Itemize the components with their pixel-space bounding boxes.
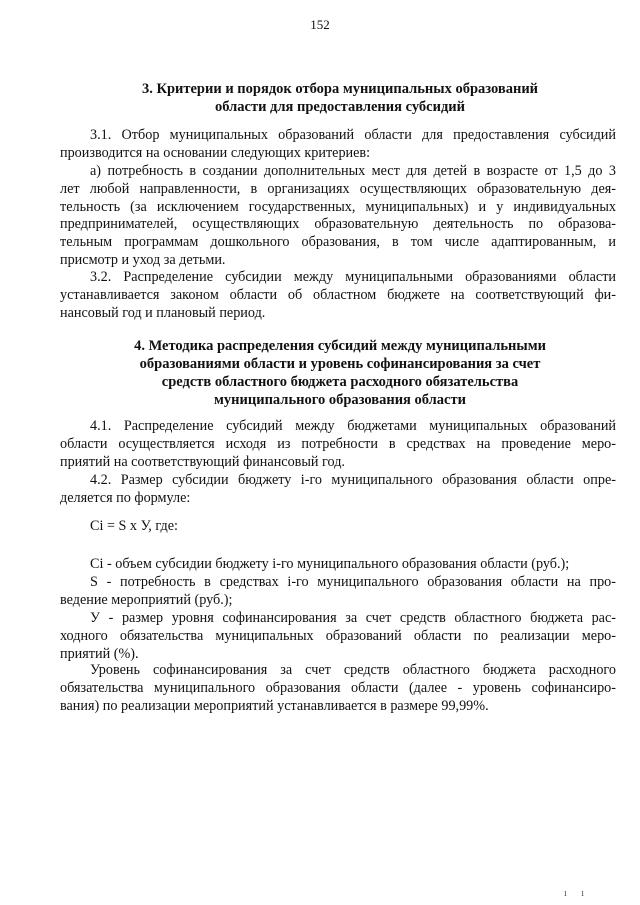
definition-u: [60, 610, 616, 663]
section-4-heading: [60, 337, 620, 409]
text-line: S - потребность в средствах i-го муниципального образования области на про-: [90, 574, 616, 590]
text-line: 4.1. Распределение субсидий между бюджетами муниципальных образований: [90, 418, 616, 434]
heading-line: 3. Критерии и порядок отбора муниципальных образований: [141, 81, 539, 97]
text-line: присмотр и уход за детьми.: [60, 251, 226, 268]
text-line: приятий на соответствующий финансовый год.: [60, 453, 345, 470]
heading-line: образованиями области и уровень софинансирования за счет: [139, 356, 541, 372]
text-line: производится на основании следующих критериев:: [60, 144, 371, 161]
text-line: обязательства муниципального образования области (далее - уровень софинансиро-: [60, 679, 616, 696]
paragraph-3-1-a: [60, 163, 616, 270]
formula: Ci = S x У, где:: [90, 518, 178, 534]
page-number: 152: [310, 17, 330, 32]
paragraph-3-1: [60, 127, 616, 163]
text-line: предпринимателей, осуществляющих образовательную деятельность по образова-: [60, 216, 616, 233]
text-line: а) потребность в создании дополнительных мест для детей в возрасте от 1,5 до 3: [90, 163, 616, 179]
text-line: деляется по формуле:: [60, 489, 191, 506]
text-line: нансовый год и плановый период.: [60, 304, 266, 321]
heading-line: средств областного бюджета расходного обязательства: [161, 374, 519, 390]
text-line: приятий (%).: [60, 645, 139, 662]
definition-ci: [60, 556, 616, 574]
text-line: области осуществляется исходя из потребности в средствах на проведение меро-: [60, 435, 616, 452]
paragraph-4-2: [60, 472, 616, 508]
text-line: 4.2. Размер субсидии бюджету i-го муниципального образования области опре-: [90, 472, 616, 488]
text-line: Ci - объем субсидии бюджету i-го муниципального образования области (руб.);: [90, 556, 570, 572]
corner-mark: ı ı: [563, 888, 590, 899]
paragraph-4-1: [60, 418, 616, 471]
text-line: тельным программам дошкольного образования, в том числе адаптированным, и: [60, 234, 616, 251]
text-line: тельность (за исключением государственных, муниципальных) и у индивидуальных: [60, 198, 616, 215]
text-line: 3.2. Распределение субсидии между муниципальными образованиями области: [90, 269, 616, 285]
text-line: устанавливается законом области об областном бюджете на соответствующий фи-: [60, 286, 616, 303]
section-3-heading: [60, 80, 620, 116]
text-line: У - размер уровня софинансирования за счет средств областного бюджета рас-: [90, 610, 616, 626]
heading-line: области для предоставления субсидий: [214, 99, 465, 115]
text-line: вания) по реализации мероприятий устанавливается в размере 99,99%.: [60, 697, 489, 714]
text-line: 3.1. Отбор муниципальных образований области для предоставления субсидий: [90, 127, 616, 143]
text-line: ведение мероприятий (руб.);: [60, 591, 233, 608]
text-line: ходного обязательства муниципальных образований области по реализации меро-: [60, 627, 616, 644]
heading-line: муниципального образования области: [214, 392, 466, 408]
paragraph-3-2: [60, 269, 616, 322]
definition-s: [60, 574, 616, 610]
text-line: лет любой направленности, в организациях осуществляющих образовательную дея-: [60, 180, 616, 197]
text-line: Уровень софинансирования за счет средств областного бюджета расходного: [90, 662, 616, 678]
heading-line: 4. Методика распределения субсидий между муниципальными: [134, 338, 546, 354]
paragraph-cofinancing: [60, 662, 616, 715]
